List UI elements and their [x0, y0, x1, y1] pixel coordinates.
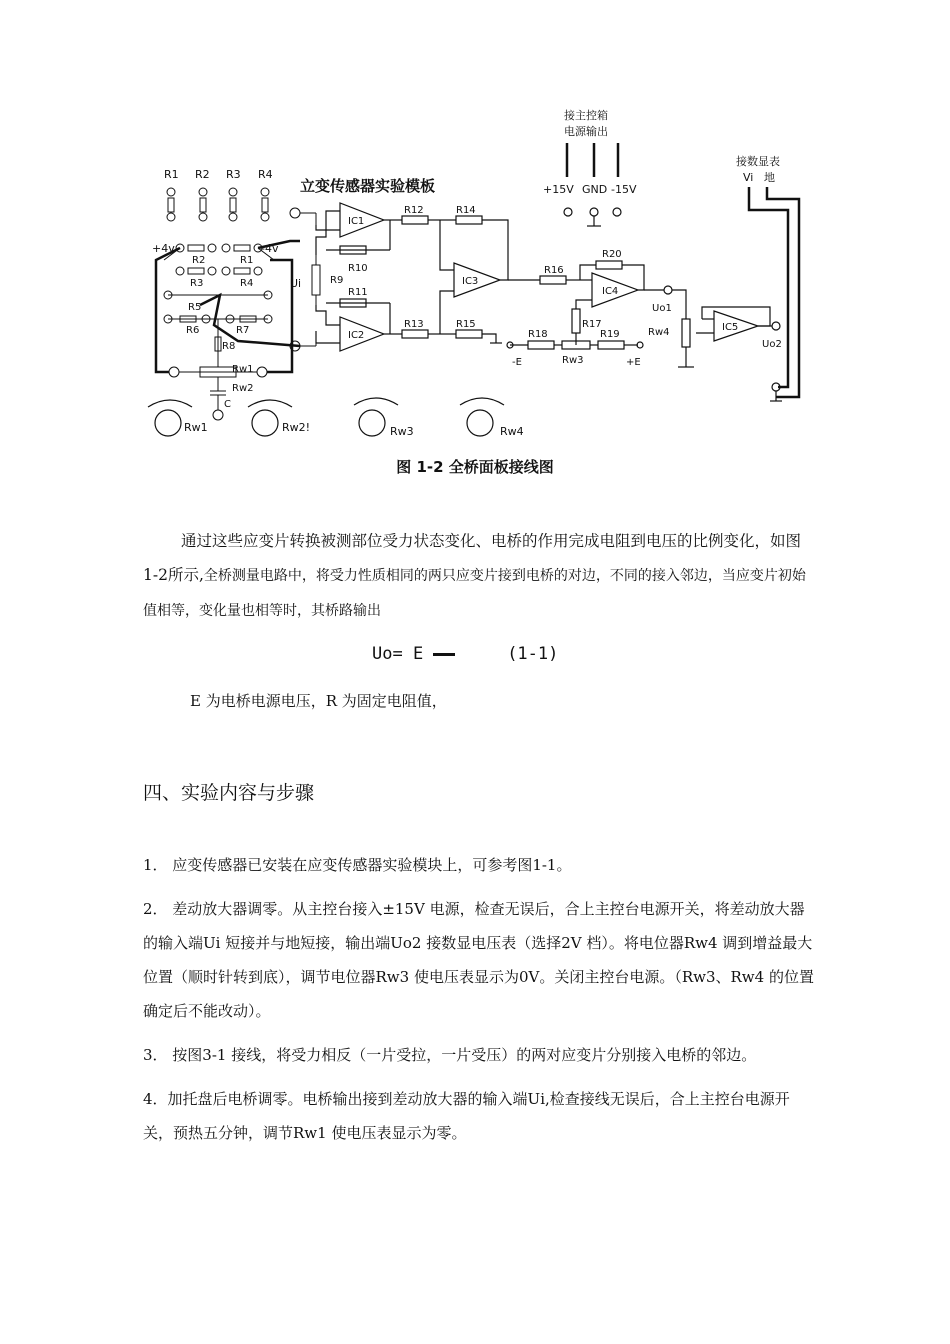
steps-list — [143, 848, 815, 1160]
bridge-r4: R4 — [240, 278, 254, 289]
e-description: E 为电桥电源电压，R 为固定电阻值， — [190, 692, 447, 710]
ic5-label: IC5 — [722, 322, 739, 333]
step-1: 1． 应变传感器已安装在应变传感器实验模块上，可参考图1-1。 — [143, 856, 572, 874]
rw1-label: Rw1 — [232, 364, 254, 375]
r10-label: R10 — [348, 263, 368, 274]
paragraph-small-text: 全桥测量电路中，将受力性质相同的两只应变片接到电桥的对边，不同的接入邻边，当应变片初始值相等，变化量也相等时，其桥路输出 — [143, 568, 806, 619]
knob-rw4: Rw4 — [500, 425, 524, 438]
r19-label: R19 — [600, 329, 620, 340]
minus4v: -4v — [261, 242, 279, 255]
bridge-r3: R3 — [190, 278, 204, 289]
step-4: 4．加托盘后电桥调零。电桥输出接到差动放大器的输入端Ui,检查接线无误后，合上主控台电源开关，预热五分钟，调节Rw1 使电压表显示为零。 — [143, 1090, 790, 1142]
plus4v: +4v — [152, 242, 175, 255]
formula-left: Uo= E — [372, 644, 424, 664]
ic2-label: IC2 — [348, 330, 365, 341]
rw3-label: Rw3 — [562, 355, 584, 366]
power-label-2: 电源输出 — [564, 125, 608, 138]
bridge-r7: R7 — [236, 325, 250, 336]
meter-gnd: 地 — [764, 171, 775, 184]
r9-label: R9 — [330, 275, 344, 286]
r14-label: R14 — [456, 205, 476, 216]
ui-label: Ui — [290, 277, 302, 290]
ic4-label: IC4 — [602, 286, 619, 297]
supply-minus: -15V — [611, 183, 637, 196]
uo1-label: Uo1 — [652, 303, 672, 314]
board-title: 立变传感器实验模板 — [300, 177, 436, 195]
knob-rw3: Rw3 — [390, 425, 414, 438]
r15-label: R15 — [456, 319, 476, 330]
supply-gnd: GND — [582, 183, 608, 196]
r18-label: R18 — [528, 329, 548, 340]
top-r1: R1 — [164, 168, 179, 181]
knob-rw2: Rw2! — [282, 421, 311, 434]
bridge-r2: R2 — [192, 255, 206, 266]
power-label-1: 接主控箱 — [564, 109, 608, 122]
top-r4: R4 — [258, 168, 273, 181]
rw4-label: Rw4 — [648, 327, 670, 338]
uo2-label: Uo2 — [762, 339, 782, 350]
r11-label: R11 — [348, 287, 368, 298]
bridge-r8: R8 — [222, 341, 236, 352]
section-heading: 四、实验内容与步骤 — [143, 782, 315, 804]
r16-label: R16 — [544, 265, 564, 276]
top-r3: R3 — [226, 168, 241, 181]
fraction-bar — [433, 653, 455, 656]
step-2: 2． 差动放大器调零。从主控台接入±15V 电源，检查无误后，合上主控台电源开关，将差动放大器的输入端Ui 短接并与地短接，输出端Uo2 接数显电压表（选择2V 档）。将电位器Rw4 调到增益最大位置（顺时针转到底），调节电位器Rw3 使电压表显示为0V。关闭主控台电源。（Rw3、Rw4 的位置确定后不能改动）。 — [143, 900, 814, 1020]
paragraph-main-text: 通过这些应变片转换被测部位受力状态变化、电桥的作用完成电阻到电压的比例变化，如图1-2所示, — [143, 532, 802, 584]
formula-number: (1-1) — [507, 644, 559, 664]
r17-label: R17 — [582, 319, 602, 330]
rw2-label: Rw2 — [232, 383, 254, 394]
bridge-r5: R5 — [188, 302, 202, 313]
step-3: 3． 按图3-1 接线，将受力相反（一片受拉，一片受压）的两对应变片分别接入电桥的邻边。 — [143, 1046, 757, 1064]
wiring-diagram — [140, 95, 820, 455]
bridge-r6: R6 — [186, 325, 200, 336]
top-r2: R2 — [195, 168, 210, 181]
meter-vi: Vi — [743, 171, 754, 184]
cap-label: C — [224, 399, 231, 410]
ic1-label: IC1 — [348, 216, 365, 227]
figure-caption: 图 1-2 全桥面板接线图 — [396, 458, 554, 476]
meter-label: 接数显表 — [736, 155, 780, 168]
r12-label: R12 — [404, 205, 424, 216]
bridge-r1: R1 — [240, 255, 254, 266]
r13-label: R13 — [404, 319, 424, 330]
plus-e-label: +E — [626, 357, 641, 368]
knob-rw1: Rw1 — [184, 421, 208, 434]
ic3-label: IC3 — [462, 276, 479, 287]
minus-e-label: -E — [512, 357, 522, 368]
main-paragraph — [143, 524, 813, 628]
formula — [372, 644, 558, 664]
r20-label: R20 — [602, 249, 622, 260]
supply-plus: +15V — [543, 183, 574, 196]
